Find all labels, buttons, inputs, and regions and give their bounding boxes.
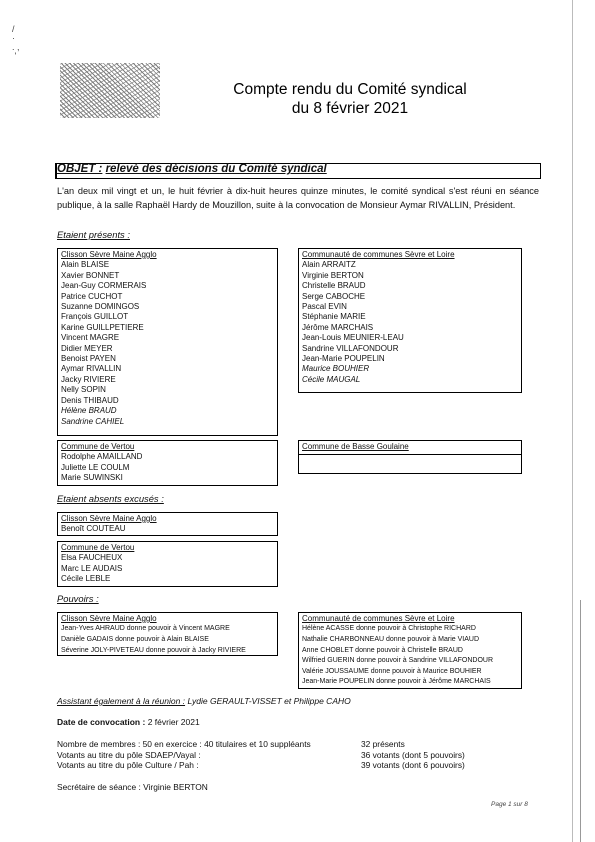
secretaire-line: Secrétaire de séance : Virginie BERTON	[57, 782, 208, 792]
objet	[57, 163, 327, 175]
divider	[299, 454, 521, 455]
stats-votants-2: 39 votants (dont 6 pouvoirs)	[361, 760, 465, 771]
assistants-line	[57, 696, 351, 706]
scan-edge-line	[580, 600, 581, 842]
list-item: Marie SUWINSKI	[61, 473, 123, 483]
list-item: Jean-Louis MEUNIER-LEAU	[302, 333, 404, 343]
box-title: Communauté de communes Sèvre et Loire	[302, 614, 455, 623]
list-item: Sandrine CAHIEL	[61, 416, 125, 426]
page-title	[200, 80, 500, 118]
list-item: Sandrine VILLAFONDOUR	[302, 343, 399, 353]
list-item: Maurice BOUHIER	[302, 364, 370, 374]
list-item: Suzanne DOMINGOS	[61, 302, 140, 312]
pouvoirs-clisson-box	[57, 612, 278, 656]
box-title: Commune de Basse Goulaine	[302, 442, 409, 451]
title-line-2: du 8 février 2021	[291, 100, 409, 117]
box-title: Clisson Sèvre Maine Agglo	[61, 514, 157, 523]
list-item: Xavier BONNET	[61, 270, 120, 280]
absents-clisson-box	[57, 512, 278, 536]
list-item: Elsa FAUCHEUX	[61, 553, 123, 563]
list-item: Hélène ACASSE donne pouvoir à Christophe RICHARD	[302, 625, 476, 633]
stats-votants-culture: Votants au titre du pôle Culture / Pah :	[57, 760, 199, 771]
list-item: Wilfried GUERIN donne pouvoir à Sandrine VILLAFONDOUR	[302, 657, 494, 665]
list-item: Marc LE AUDAIS	[61, 563, 123, 573]
list-item: Jean-Marie POUPELIN	[302, 354, 385, 364]
list-item: Benoît COUTEAU	[61, 524, 126, 534]
stats-presents: 32 présents	[361, 739, 405, 749]
box-title: Commune de Vertou	[61, 442, 135, 451]
box-title: Clisson Sèvre Maine Agglo	[61, 250, 157, 259]
convocation-label: Date de convocation :	[57, 717, 146, 727]
presents-sevre-loire-box	[298, 248, 522, 393]
list-item: Valérie JOUSSAUME donne pouvoir à Maurice BOUHIER	[302, 667, 482, 675]
list-item: Nathalie CHARBONNEAU donne pouvoir à Marie VIAUD	[302, 636, 480, 643]
list-item: François GUILLOT	[61, 312, 129, 322]
list-item: Jacky RIVIERE	[61, 374, 116, 384]
convocation-line	[57, 717, 200, 727]
list-item: Serge CABOCHE	[302, 291, 366, 301]
list-item: Stéphanie MARIE	[302, 312, 366, 322]
box-title: Commune de Vertou	[61, 543, 135, 552]
list-item: Séverine JOLY-PIVETEAU donne pouvoir à Jacky RIVIERE	[61, 646, 246, 654]
objet-label: OBJET :	[57, 163, 103, 175]
list-item: Aymar RIVALLIN	[61, 364, 122, 374]
pouvoirs-sevre-loire-box	[298, 612, 522, 689]
list-item: Cécile LEBLE	[61, 574, 111, 584]
list-item: Alain ARRAITZ	[302, 260, 356, 270]
scan-edge-line	[572, 0, 573, 842]
assistants-label: Assistant également à la réunion :	[57, 696, 186, 706]
list-item: Nelly SOPIN	[61, 385, 106, 395]
list-item: Virginie BERTON	[302, 270, 364, 280]
stats-votants-1: 36 votants (dont 5 pouvoirs)	[361, 749, 465, 760]
objet-text: relevé des décisions du Comité syndical	[105, 163, 327, 175]
list-item: Cécile MAUGAL	[302, 374, 361, 384]
stats-votants-sdaep: Votants au titre du pôle SDAEP/Vayal :	[57, 749, 201, 760]
presents-basse-goulaine-box	[298, 440, 522, 474]
intro-paragraph: L'an deux mil vingt et un, le huit février à dix-huit heures quinze minutes, le comité syndical s'est réuni en séance publique, à la salle Raphaël Hardy de Mouzillon, suite à la convocation de Monsieur Aymar RIVALLIN, Président.	[57, 186, 539, 210]
list-item: Benoist PAYEN	[61, 354, 116, 364]
list-item: Rodolphe AMAILLAND	[61, 452, 143, 462]
list-item: Juliette LE COULM	[61, 462, 130, 472]
stats-labels	[57, 739, 311, 771]
presents-clisson-box	[57, 248, 278, 436]
absents-vertou-box	[57, 541, 278, 587]
stats-values	[361, 739, 465, 771]
list-item: Jérôme MARCHAIS	[302, 322, 374, 332]
list-item: Anne CHOBLET donne pouvoir à Christelle BRAUD	[302, 646, 463, 654]
list-item: Hélène BRAUD	[61, 406, 117, 416]
stats-members: Nombre de membres : 50 en exercice : 40 titulaires et 10 suppléants	[57, 739, 311, 749]
title-line-1: Compte rendu du Comité syndical	[233, 81, 467, 98]
list-item: Danièle GADAIS donne pouvoir à Alain BLAISE	[61, 636, 209, 643]
organization-logo	[60, 63, 160, 118]
list-item: Karine GUILLPETIERE	[61, 322, 144, 332]
box-title: Clisson Sèvre Maine Agglo	[61, 614, 157, 623]
list-item: Jean-Yves AHRAUD donne pouvoir à Vincent MAGRE	[61, 625, 230, 633]
list-item: Jean-Marie POUPELIN donne pouvoir à Jérôme MARCHAIS	[302, 678, 491, 686]
presents-vertou-box	[57, 440, 278, 486]
section-absents: Etaient absents excusés :	[57, 493, 164, 504]
scan-marks: / · . , '	[12, 24, 20, 61]
list-item: Didier MEYER	[61, 343, 113, 353]
convocation-date: 2 février 2021	[147, 717, 200, 727]
list-item: Christelle BRAUD	[302, 281, 366, 291]
list-item: Vincent MAGRE	[61, 333, 120, 343]
list-item: Denis THIBAUD	[61, 395, 119, 405]
list-item: Pascal EVIN	[302, 302, 347, 312]
box-title: Communauté de communes Sèvre et Loire	[302, 250, 455, 259]
section-pouvoirs: Pouvoirs :	[57, 593, 99, 604]
section-presents: Etaient présents :	[57, 229, 130, 240]
list-item: Patrice CUCHOT	[61, 291, 123, 301]
list-item: Jean-Guy CORMERAIS	[61, 281, 147, 291]
page-number: Page 1 sur 8	[491, 801, 528, 808]
list-item: Alain BLAISE	[61, 260, 110, 270]
assistants-names: Lydie GERAULT-VISSET et Philippe CAHO	[187, 696, 351, 706]
